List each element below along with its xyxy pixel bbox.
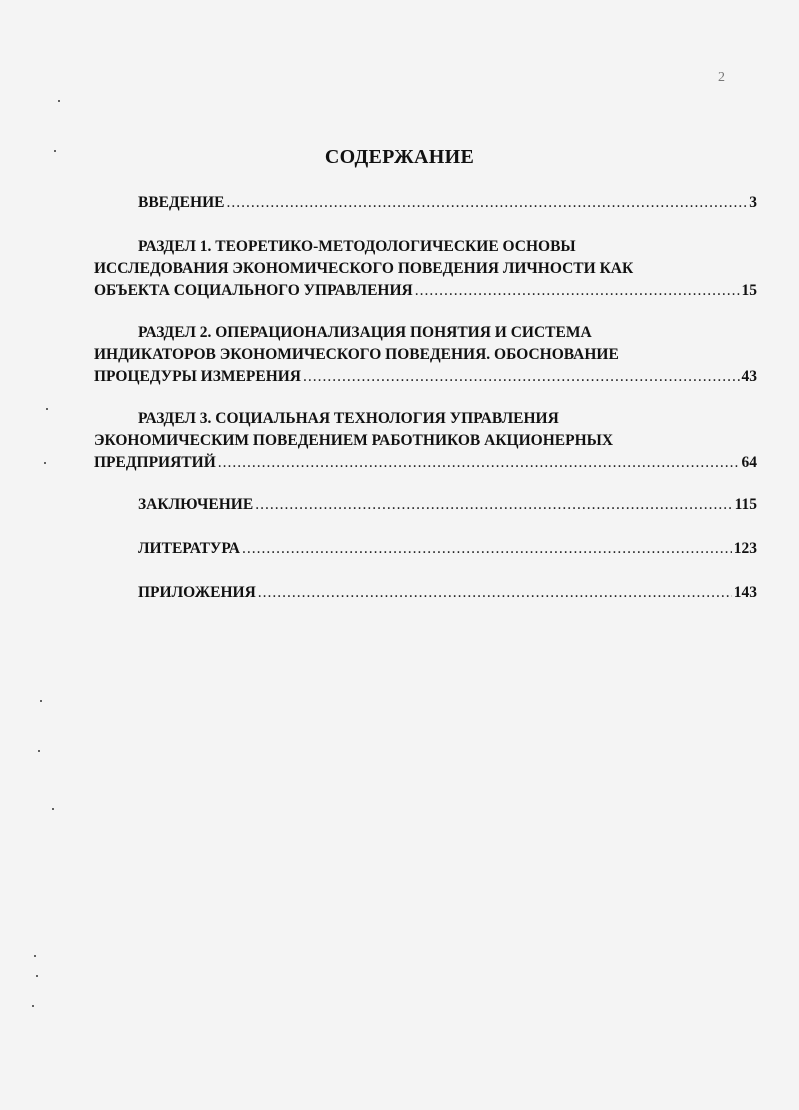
toc-entry-line: РАЗДЕЛ 3. СОЦИАЛЬНАЯ ТЕХНОЛОГИЯ УПРАВЛЕНИЯ [138, 410, 559, 427]
toc-page-number: 15 [741, 282, 757, 299]
toc-entry-line: ИНДИКАТОРОВ ЭКОНОМИЧЕСКОГО ПОВЕДЕНИЯ. ОБОСНОВАНИЕ [94, 346, 619, 363]
toc-entry-line: РАЗДЕЛ 2. ОПЕРАЦИОНАЛИЗАЦИЯ ПОНЯТИЯ И СИСТЕМА [138, 324, 592, 341]
toc-entry-section-2 [94, 322, 757, 388]
dot-leader [255, 494, 732, 516]
dot-leader [218, 452, 740, 474]
toc-entry-line: ЭКОНОМИЧЕСКИМ ПОВЕДЕНИЕМ РАБОТНИКОВ АКЦИОНЕРНЫХ [94, 432, 614, 449]
toc-page-number: 43 [741, 368, 757, 385]
toc-entry-appendices [94, 582, 757, 604]
dot-leader [415, 280, 740, 302]
toc-entry-title: ЗАКЛЮЧЕНИЕ [138, 496, 254, 513]
toc-page-number: 3 [749, 194, 757, 211]
toc-entry-line [94, 452, 757, 474]
toc-entry-literature [94, 538, 757, 560]
toc-entry-line [94, 582, 757, 604]
dot-leader [226, 192, 747, 214]
toc-entry-line [94, 366, 757, 388]
page-title: СОДЕРЖАНИЕ [324, 146, 475, 168]
toc-entry-line [94, 538, 757, 560]
toc-entry-line [94, 192, 757, 214]
toc-page-number: 115 [734, 496, 757, 513]
toc-entry-section-3 [94, 408, 757, 474]
page-number: 2 [718, 70, 725, 85]
scan-speck [32, 1005, 34, 1007]
toc-entry-title: ПРОЦЕДУРЫ ИЗМЕРЕНИЯ [94, 368, 301, 385]
dot-leader [303, 366, 740, 388]
toc-entry-line: РАЗДЕЛ 1. ТЕОРЕТИКО-МЕТОДОЛОГИЧЕСКИЕ ОСНОВЫ [138, 238, 576, 255]
dot-leader [258, 582, 732, 604]
scan-speck [36, 975, 38, 977]
toc-entry-title: ВВЕДЕНИЕ [138, 194, 225, 211]
toc-page-number: 143 [733, 584, 757, 601]
toc-entry-title: ПРИЛОЖЕНИЯ [138, 584, 256, 601]
toc-entry-line [94, 280, 757, 302]
toc-entry-title: ПРЕДПРИЯТИЙ [94, 454, 216, 471]
scan-speck [46, 408, 48, 410]
toc-entry-title: ОБЪЕКТА СОЦИАЛЬНОГО УПРАВЛЕНИЯ [94, 282, 413, 299]
scan-speck [58, 100, 60, 102]
dot-leader [242, 538, 732, 560]
toc-entry-title: ЛИТЕРАТУРА [138, 540, 240, 557]
toc-entry-introduction [94, 192, 757, 214]
toc-entry-line [94, 494, 757, 516]
toc-entry-conclusion [94, 494, 757, 516]
scan-speck [54, 150, 56, 152]
scan-speck [44, 462, 46, 464]
toc-entry-line: ИССЛЕДОВАНИЯ ЭКОНОМИЧЕСКОГО ПОВЕДЕНИЯ ЛИЧНОСТИ КАК [94, 260, 634, 277]
toc-page-number: 64 [741, 454, 757, 471]
toc-entry-section-1 [94, 236, 757, 302]
scan-speck [52, 808, 54, 810]
scan-speck [34, 955, 36, 957]
toc-page-number: 123 [733, 540, 757, 557]
scan-speck [38, 750, 40, 752]
scan-speck [40, 700, 42, 702]
